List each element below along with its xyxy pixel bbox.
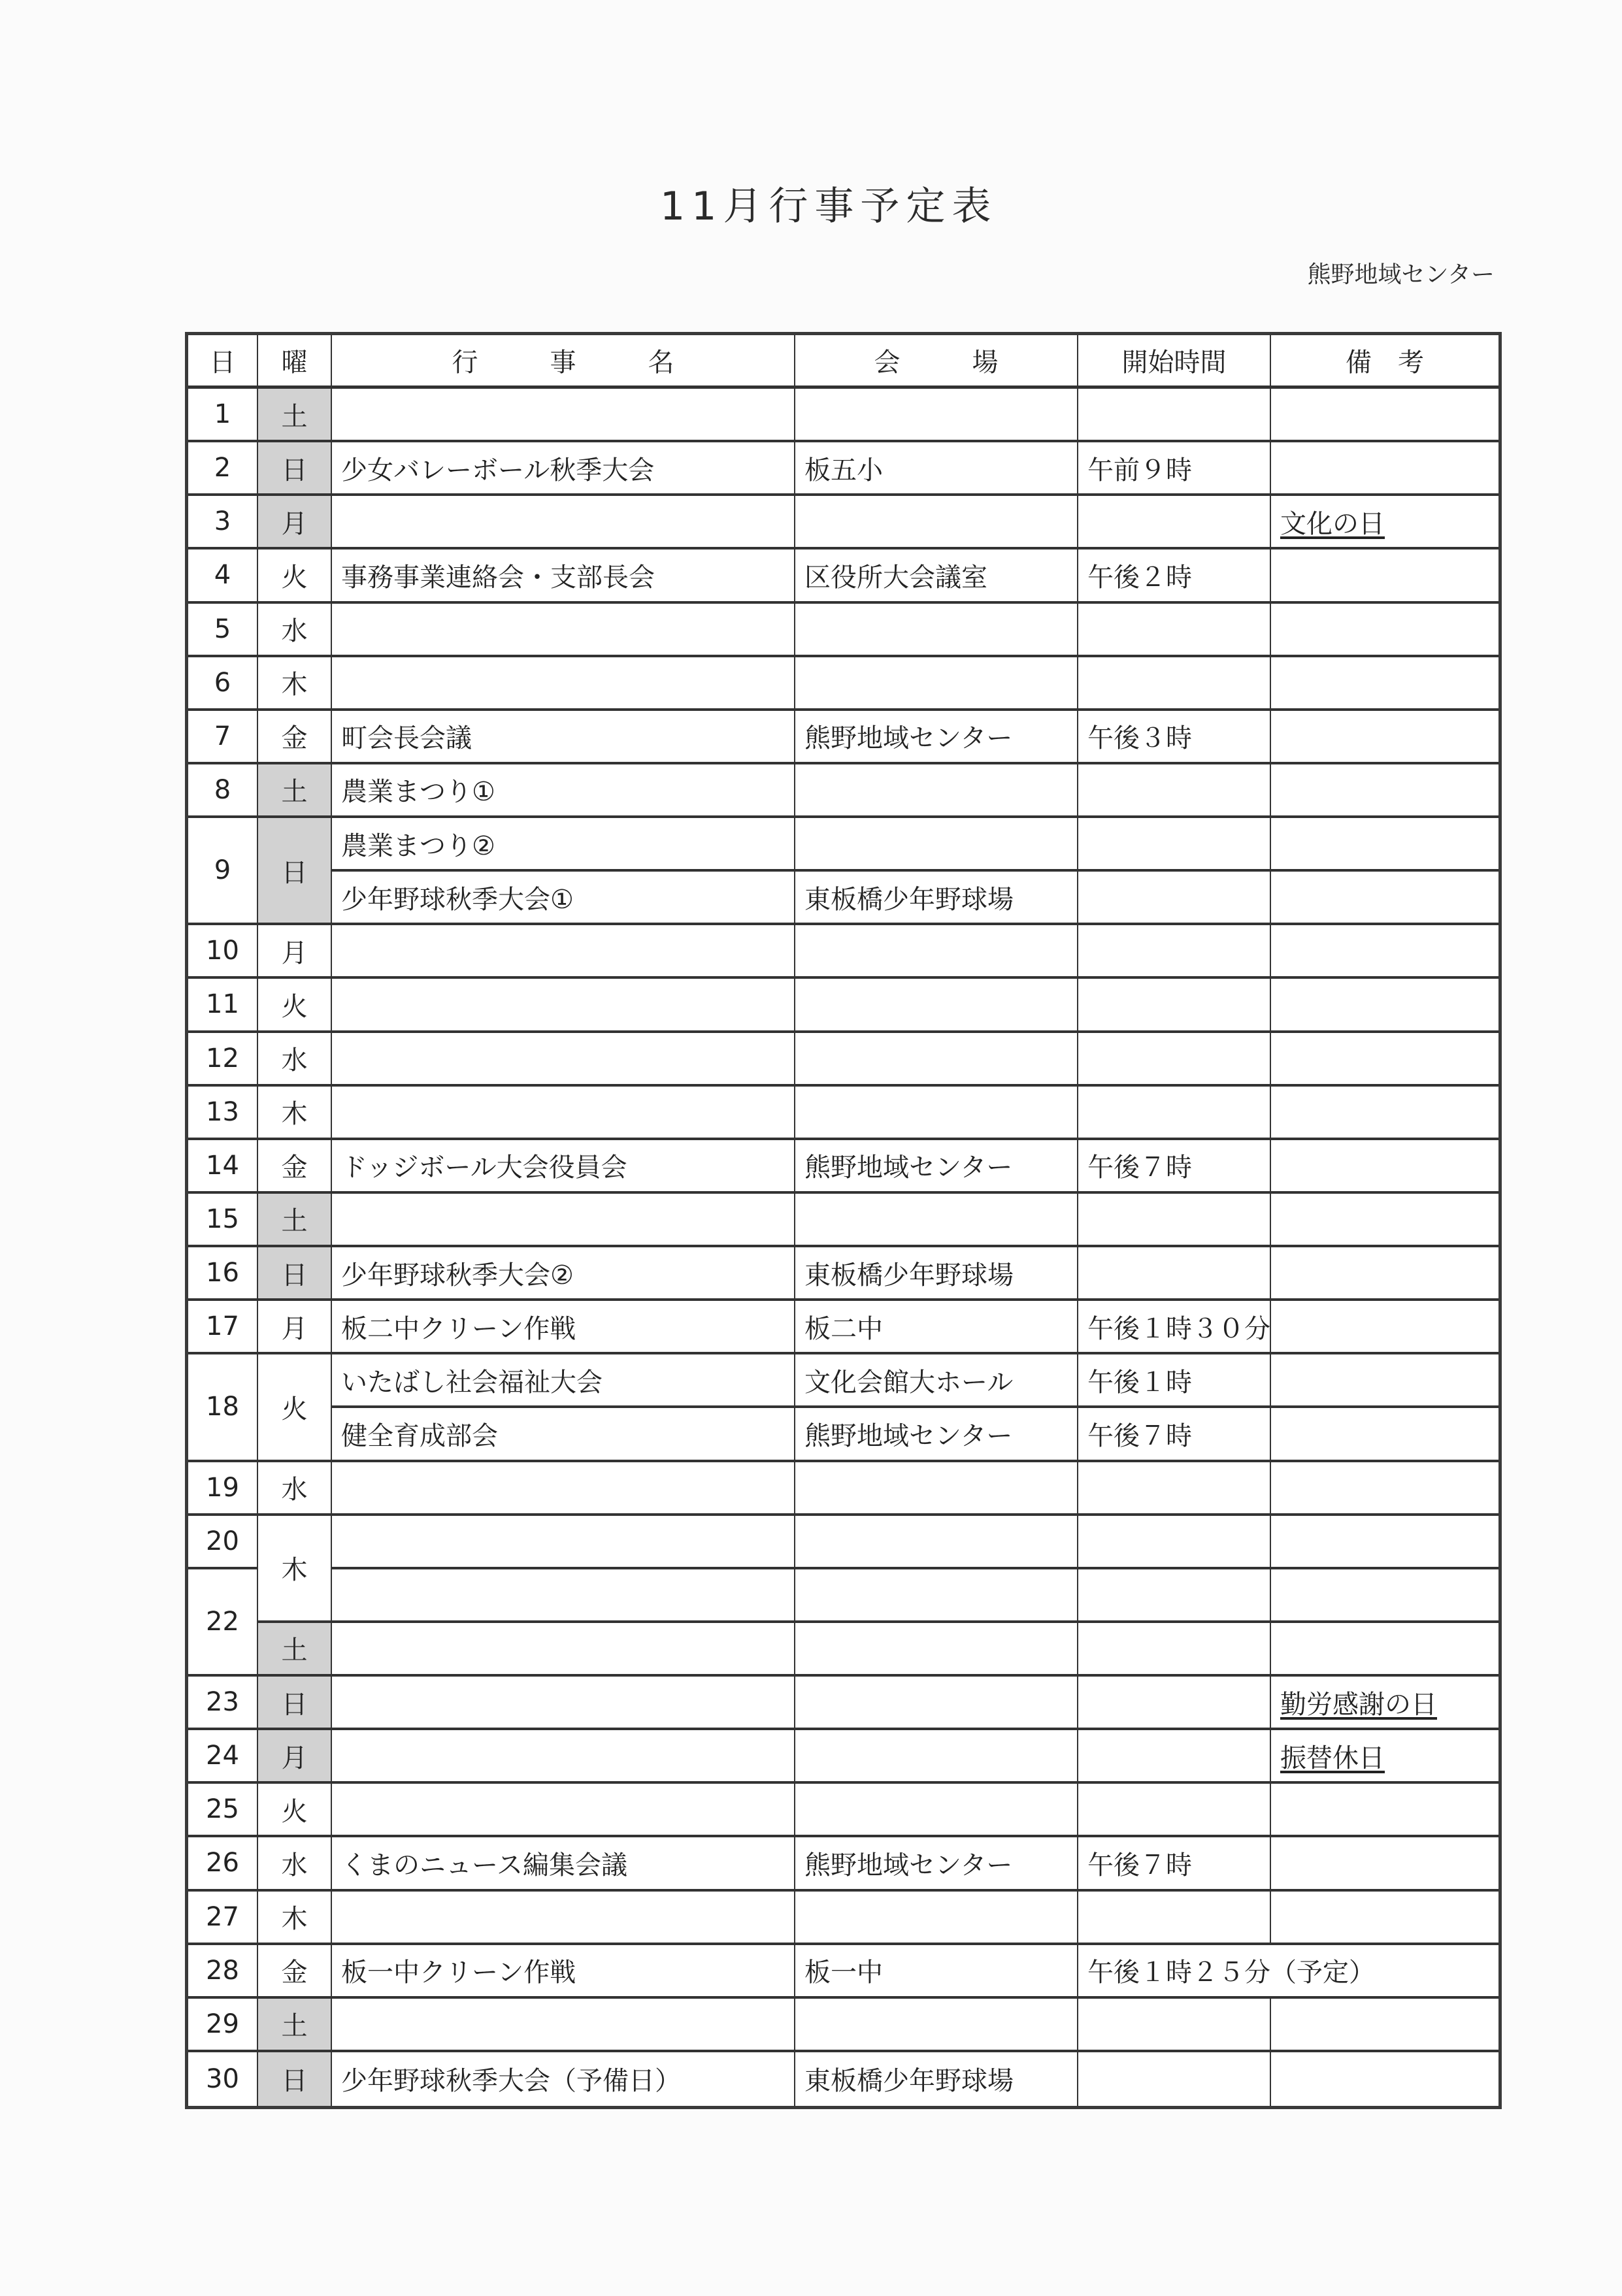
start-time-cell <box>1078 818 1271 872</box>
day-cell-text: 2 <box>214 453 231 484</box>
venue-cell <box>795 1087 1078 1140</box>
header-remarks-text: 備考 <box>1346 348 1450 378</box>
event-name-cell-text: 少年野球秋季大会② <box>341 1260 574 1290</box>
venue-cell <box>795 1892 1078 1945</box>
day-cell <box>188 604 258 657</box>
event-name-cell <box>332 2052 795 2106</box>
event-name-cell <box>332 496 795 549</box>
event-name-cell <box>332 549 795 603</box>
weekday-cell-text: 日 <box>281 2066 308 2097</box>
venue-cell <box>795 1301 1078 1354</box>
weekday-cell-text: 土 <box>281 777 308 808</box>
header-event-name-text: 行事名 <box>452 348 746 378</box>
header-event-name <box>332 335 795 389</box>
day-cell-text: 16 <box>206 1258 239 1288</box>
event-name-cell <box>332 1892 795 1945</box>
weekday-cell <box>258 1730 332 1784</box>
weekday-cell <box>258 496 332 549</box>
start-time-cell-text: 午後７時 <box>1087 1153 1192 1183</box>
day-cell <box>188 1837 258 1891</box>
start-time-cell <box>1078 1140 1271 1194</box>
remarks-cell <box>1271 549 1498 603</box>
weekday-cell-text: 土 <box>281 2011 308 2042</box>
venue-cell <box>795 1677 1078 1730</box>
event-name-cell <box>332 1301 795 1354</box>
weekday-cell <box>258 604 332 657</box>
weekday-cell <box>258 979 332 1032</box>
venue-cell <box>795 1033 1078 1087</box>
schedule-table <box>185 332 1502 2109</box>
venue-cell <box>795 1194 1078 1247</box>
event-name-cell-text: 事務事業連絡会・支部長会 <box>341 562 655 593</box>
weekday-cell <box>258 1945 332 1999</box>
event-name-cell-text: 農業まつり① <box>341 777 495 808</box>
day-cell-text: 17 <box>206 1311 239 1342</box>
start-time-cell <box>1078 1945 1498 1999</box>
event-name-cell <box>332 1945 795 1999</box>
event-name-cell-text: 板一中クリーン作戦 <box>341 1958 576 1988</box>
event-name-cell-text: 農業まつり② <box>341 830 495 861</box>
day-cell-text: 23 <box>206 1687 239 1718</box>
venue-cell <box>795 389 1078 442</box>
weekday-cell <box>258 1462 332 1516</box>
venue-cell-text: 東板橋少年野球場 <box>804 2066 1014 2097</box>
weekday-cell-text: 金 <box>281 1153 308 1183</box>
day-cell <box>188 1462 258 1516</box>
weekday-cell-text: 日 <box>281 1689 308 1720</box>
day-cell <box>188 925 258 979</box>
remarks-cell-text: 文化の日 <box>1280 508 1385 539</box>
remarks-cell <box>1271 1784 1498 1837</box>
day-cell-text: 9 <box>214 855 231 886</box>
event-name-cell <box>332 872 795 925</box>
venue-cell-text: 東板橋少年野球場 <box>804 884 1014 915</box>
event-name-cell <box>332 1354 795 1408</box>
venue-cell <box>795 1730 1078 1784</box>
event-name-cell <box>332 1999 795 2052</box>
remarks-cell <box>1271 1837 1498 1891</box>
day-cell-text: 11 <box>206 989 239 1020</box>
start-time-cell <box>1078 711 1271 764</box>
remarks-cell <box>1271 1408 1498 1462</box>
weekday-cell <box>258 1194 332 1247</box>
start-time-cell <box>1078 1354 1271 1408</box>
remarks-cell <box>1271 1730 1498 1784</box>
empty-cell <box>1271 1569 1498 1623</box>
weekday-cell-text: 金 <box>281 723 308 754</box>
weekday-cell <box>258 925 332 979</box>
remarks-cell <box>1271 925 1498 979</box>
remarks-cell <box>1271 872 1498 925</box>
venue-cell-text: 区役所大会議室 <box>804 562 987 593</box>
day-cell <box>188 1247 258 1301</box>
remarks-cell <box>1271 979 1498 1032</box>
empty-cell <box>795 1516 1078 1569</box>
weekday-cell-text: 火 <box>281 991 308 1022</box>
weekday-cell-text: 水 <box>281 616 308 647</box>
day-cell-text: 6 <box>214 667 231 698</box>
day-cell-text: 30 <box>206 2063 239 2094</box>
venue-cell <box>795 1784 1078 1837</box>
weekday-cell-text: 水 <box>281 1045 308 1076</box>
event-name-cell <box>332 1730 795 1784</box>
venue-cell <box>795 1945 1078 1999</box>
remarks-cell <box>1271 1247 1498 1301</box>
event-name-cell <box>332 818 795 872</box>
weekday-cell <box>258 1623 332 1677</box>
start-time-cell-text: 午後７時 <box>1087 1420 1192 1451</box>
weekday-cell-text: 日 <box>281 1260 308 1290</box>
page-title: 11月行事予定表 <box>660 184 998 229</box>
day-cell <box>188 1033 258 1087</box>
start-time-cell <box>1078 1784 1271 1837</box>
day-cell-text: 28 <box>206 1955 239 1986</box>
weekday-cell <box>258 818 332 925</box>
weekday-cell <box>258 1087 332 1140</box>
event-name-cell <box>332 1247 795 1301</box>
venue-cell <box>795 1837 1078 1891</box>
weekday-cell-text: 火 <box>281 1394 308 1424</box>
weekday-cell <box>258 1033 332 1087</box>
start-time-cell <box>1078 1087 1271 1140</box>
event-name-cell <box>332 1087 795 1140</box>
remarks-cell <box>1271 1999 1498 2052</box>
venue-cell <box>795 442 1078 496</box>
header-start-time <box>1078 335 1271 389</box>
event-name-cell-text: いたばし社会福祉大会 <box>341 1367 603 1398</box>
venue-cell-text: 板一中 <box>804 1958 883 1988</box>
venue-cell <box>795 1354 1078 1408</box>
venue-cell <box>795 711 1078 764</box>
day-cell <box>188 1140 258 1194</box>
weekday-cell <box>258 1784 332 1837</box>
event-name-cell <box>332 1837 795 1891</box>
remarks-cell <box>1271 711 1498 764</box>
weekday-cell <box>258 1247 332 1301</box>
weekday-cell <box>258 2052 332 2106</box>
weekday-cell-text: 土 <box>281 1635 308 1666</box>
day-cell <box>188 711 258 764</box>
start-time-cell <box>1078 1462 1271 1516</box>
event-name-cell-text: 少女バレーボール秋季大会 <box>341 455 655 485</box>
day-cell-text: 15 <box>206 1204 239 1234</box>
event-name-cell-text: 少年野球秋季大会（予備日） <box>341 2066 681 2097</box>
day-cell <box>188 979 258 1032</box>
header-weekday <box>258 335 332 389</box>
venue-cell-text: 板二中 <box>804 1313 883 1344</box>
day-cell-text: 25 <box>206 1794 239 1825</box>
day-cell <box>188 657 258 711</box>
day-cell <box>188 442 258 496</box>
day-cell-text: 13 <box>206 1096 239 1127</box>
weekday-cell <box>258 1354 332 1462</box>
venue-cell <box>795 764 1078 818</box>
day-cell <box>188 2052 258 2106</box>
header-venue-text: 会場 <box>874 348 1070 378</box>
event-name-cell-text: 町会長会議 <box>341 723 472 754</box>
event-name-cell-text: ドッジボール大会役員会 <box>341 1153 627 1183</box>
venue-cell <box>795 657 1078 711</box>
empty-cell <box>1271 1516 1498 1569</box>
weekday-cell-text: 木 <box>281 670 308 700</box>
weekday-cell <box>258 764 332 818</box>
empty-cell <box>1078 1569 1271 1623</box>
day-cell-text: 14 <box>206 1150 239 1181</box>
start-time-cell <box>1078 979 1271 1032</box>
weekday-cell <box>258 1140 332 1194</box>
day-cell-text: 3 <box>214 506 231 537</box>
start-time-cell-text: 午後１時 <box>1087 1367 1192 1398</box>
empty-cell <box>332 1623 795 1677</box>
day-cell-text: 18 <box>206 1392 239 1422</box>
remarks-cell <box>1271 1033 1498 1087</box>
day-cell-text: 4 <box>214 560 231 591</box>
venue-cell-text: 熊野地域センター <box>804 1153 1013 1183</box>
weekday-cell-text: 水 <box>281 1850 308 1880</box>
weekday-cell-text: 木 <box>281 1904 308 1935</box>
event-name-cell <box>332 979 795 1032</box>
remarks-cell <box>1271 818 1498 872</box>
day-cell <box>188 1194 258 1247</box>
weekday-cell-text: 日 <box>281 857 308 888</box>
venue-cell <box>795 604 1078 657</box>
venue-cell <box>795 1140 1078 1194</box>
weekday-cell-text: 土 <box>281 1206 308 1237</box>
day-cell-text: 24 <box>206 1741 239 1771</box>
start-time-cell <box>1078 604 1271 657</box>
start-time-cell-text: 午後１時２５分（予定） <box>1087 1958 1375 1988</box>
event-name-cell <box>332 604 795 657</box>
venue-cell-text: 東板橋少年野球場 <box>804 1260 1014 1290</box>
start-time-cell-text: 午後３時 <box>1087 723 1192 754</box>
start-time-cell-text: 午後７時 <box>1087 1850 1192 1880</box>
venue-cell-text: 文化会館大ホール <box>804 1367 1014 1398</box>
weekday-cell <box>258 549 332 603</box>
day-cell <box>188 1301 258 1354</box>
empty-cell <box>1271 1623 1498 1677</box>
start-time-cell <box>1078 1247 1271 1301</box>
venue-cell <box>795 496 1078 549</box>
weekday-cell <box>258 1677 332 1730</box>
day-cell-text: 27 <box>206 1901 239 1932</box>
day-cell-text: 29 <box>206 2009 239 2039</box>
event-name-cell <box>332 1033 795 1087</box>
weekday-cell-text: 木 <box>281 1099 308 1130</box>
remarks-cell <box>1271 1462 1498 1516</box>
day-cell <box>188 818 258 925</box>
day-cell <box>188 1677 258 1730</box>
header-start-time-text: 開始時間 <box>1121 348 1227 378</box>
day-cell <box>188 549 258 603</box>
empty-cell <box>332 1516 795 1569</box>
venue-cell <box>795 2052 1078 2106</box>
venue-cell <box>795 1247 1078 1301</box>
remarks-cell <box>1271 1194 1498 1247</box>
remarks-cell-text: 振替休日 <box>1280 1743 1385 1773</box>
day-cell-text: 7 <box>214 721 231 751</box>
empty-cell <box>1078 1516 1271 1569</box>
weekday-cell <box>258 1999 332 2052</box>
day-cell <box>188 389 258 442</box>
weekday-cell-text: 水 <box>281 1475 308 1505</box>
venue-cell <box>795 1408 1078 1462</box>
header-weekday-text: 曜 <box>281 348 308 378</box>
remarks-cell <box>1271 1677 1498 1730</box>
day-cell-text: 1 <box>214 399 231 430</box>
header-remarks <box>1271 335 1498 389</box>
remarks-cell <box>1271 496 1498 549</box>
venue-cell <box>795 818 1078 872</box>
header-day-text: 日 <box>209 348 236 378</box>
event-name-cell-text: くまのニュース編集会議 <box>341 1850 627 1880</box>
remarks-cell <box>1271 1087 1498 1140</box>
event-name-cell <box>332 764 795 818</box>
venue-cell <box>795 1462 1078 1516</box>
day-cell <box>188 496 258 549</box>
start-time-cell <box>1078 2052 1271 2106</box>
start-time-cell <box>1078 872 1271 925</box>
event-name-cell-text: 少年野球秋季大会① <box>341 884 574 915</box>
start-time-cell-text: 午後１時３０分 <box>1087 1313 1270 1344</box>
event-name-cell-text: 板二中クリーン作戦 <box>341 1313 576 1344</box>
remarks-cell <box>1271 1140 1498 1194</box>
remarks-cell <box>1271 1892 1498 1945</box>
day-cell <box>188 1945 258 1999</box>
remarks-cell <box>1271 389 1498 442</box>
venue-cell <box>795 1999 1078 2052</box>
start-time-cell <box>1078 1677 1271 1730</box>
day-cell-text: 5 <box>214 614 231 644</box>
remarks-cell <box>1271 2052 1498 2106</box>
venue-cell <box>795 872 1078 925</box>
day-cell <box>188 1354 258 1462</box>
weekday-cell <box>258 1301 332 1354</box>
weekday-cell <box>258 442 332 496</box>
start-time-cell-text: 午後２時 <box>1087 562 1192 593</box>
day-cell <box>188 1569 258 1677</box>
day-cell-text: 19 <box>206 1472 239 1503</box>
event-name-cell <box>332 657 795 711</box>
weekday-cell-text: 火 <box>281 1796 308 1827</box>
start-time-cell <box>1078 1194 1271 1247</box>
remarks-cell <box>1271 1301 1498 1354</box>
day-cell-text: 20 <box>206 1526 239 1556</box>
event-name-cell <box>332 1194 795 1247</box>
day-cell <box>188 1730 258 1784</box>
day-cell-text: 26 <box>206 1848 239 1878</box>
venue-cell-text: 熊野地域センター <box>804 1420 1013 1451</box>
weekday-cell-text: 火 <box>281 562 308 593</box>
weekday-cell <box>258 711 332 764</box>
start-time-cell <box>1078 1301 1271 1354</box>
empty-cell <box>795 1569 1078 1623</box>
remarks-cell-text: 勤労感謝の日 <box>1280 1689 1437 1720</box>
start-time-cell-text: 午前９時 <box>1087 455 1192 485</box>
weekday-cell <box>258 1837 332 1891</box>
start-time-cell <box>1078 657 1271 711</box>
weekday-cell-text: 月 <box>281 508 308 539</box>
weekday-cell-text: 土 <box>281 401 308 432</box>
empty-cell <box>1078 1623 1271 1677</box>
remarks-cell <box>1271 657 1498 711</box>
day-cell-text: 12 <box>206 1043 239 1074</box>
organization-name: 熊野地域センター <box>1307 261 1495 288</box>
event-name-cell <box>332 1784 795 1837</box>
remarks-cell <box>1271 1354 1498 1408</box>
day-cell <box>188 1892 258 1945</box>
remarks-cell <box>1271 764 1498 818</box>
start-time-cell <box>1078 764 1271 818</box>
weekday-cell <box>258 389 332 442</box>
day-cell <box>188 1999 258 2052</box>
venue-cell <box>795 979 1078 1032</box>
weekday-cell <box>258 1892 332 1945</box>
weekday-cell-text: 木 <box>281 1555 308 1586</box>
start-time-cell <box>1078 549 1271 603</box>
event-name-cell <box>332 711 795 764</box>
header-venue <box>795 335 1078 389</box>
start-time-cell <box>1078 925 1271 979</box>
event-name-cell <box>332 1140 795 1194</box>
remarks-cell <box>1271 442 1498 496</box>
remarks-cell <box>1271 604 1498 657</box>
venue-cell-text: 板五小 <box>804 455 883 485</box>
day-cell <box>188 1516 258 1569</box>
venue-cell-text: 熊野地域センター <box>804 723 1013 754</box>
empty-cell <box>795 1623 1078 1677</box>
start-time-cell <box>1078 1892 1271 1945</box>
event-name-cell <box>332 1677 795 1730</box>
day-cell-text: 10 <box>206 936 239 966</box>
weekday-cell-text: 日 <box>281 455 308 485</box>
empty-cell <box>332 1569 795 1623</box>
weekday-cell-text: 月 <box>281 938 308 968</box>
day-cell-text: 22 <box>206 1606 239 1637</box>
weekday-cell <box>258 1516 332 1623</box>
start-time-cell <box>1078 1730 1271 1784</box>
venue-cell-text: 熊野地域センター <box>804 1850 1013 1880</box>
day-cell <box>188 1087 258 1140</box>
weekday-cell-text: 月 <box>281 1743 308 1773</box>
day-cell <box>188 1784 258 1837</box>
start-time-cell <box>1078 389 1271 442</box>
start-time-cell <box>1078 1033 1271 1087</box>
event-name-cell <box>332 442 795 496</box>
venue-cell <box>795 925 1078 979</box>
start-time-cell <box>1078 1408 1271 1462</box>
day-cell-text: 8 <box>214 774 231 805</box>
event-name-cell-text: 健全育成部会 <box>341 1420 498 1451</box>
day-cell <box>188 764 258 818</box>
header-day <box>188 335 258 389</box>
weekday-cell <box>258 657 332 711</box>
event-name-cell <box>332 389 795 442</box>
weekday-cell-text: 金 <box>281 1958 308 1988</box>
start-time-cell <box>1078 1837 1271 1891</box>
event-name-cell <box>332 1408 795 1462</box>
start-time-cell <box>1078 1999 1271 2052</box>
event-name-cell <box>332 1462 795 1516</box>
start-time-cell <box>1078 442 1271 496</box>
weekday-cell-text: 月 <box>281 1313 308 1344</box>
event-name-cell <box>332 925 795 979</box>
start-time-cell <box>1078 496 1271 549</box>
venue-cell <box>795 549 1078 603</box>
